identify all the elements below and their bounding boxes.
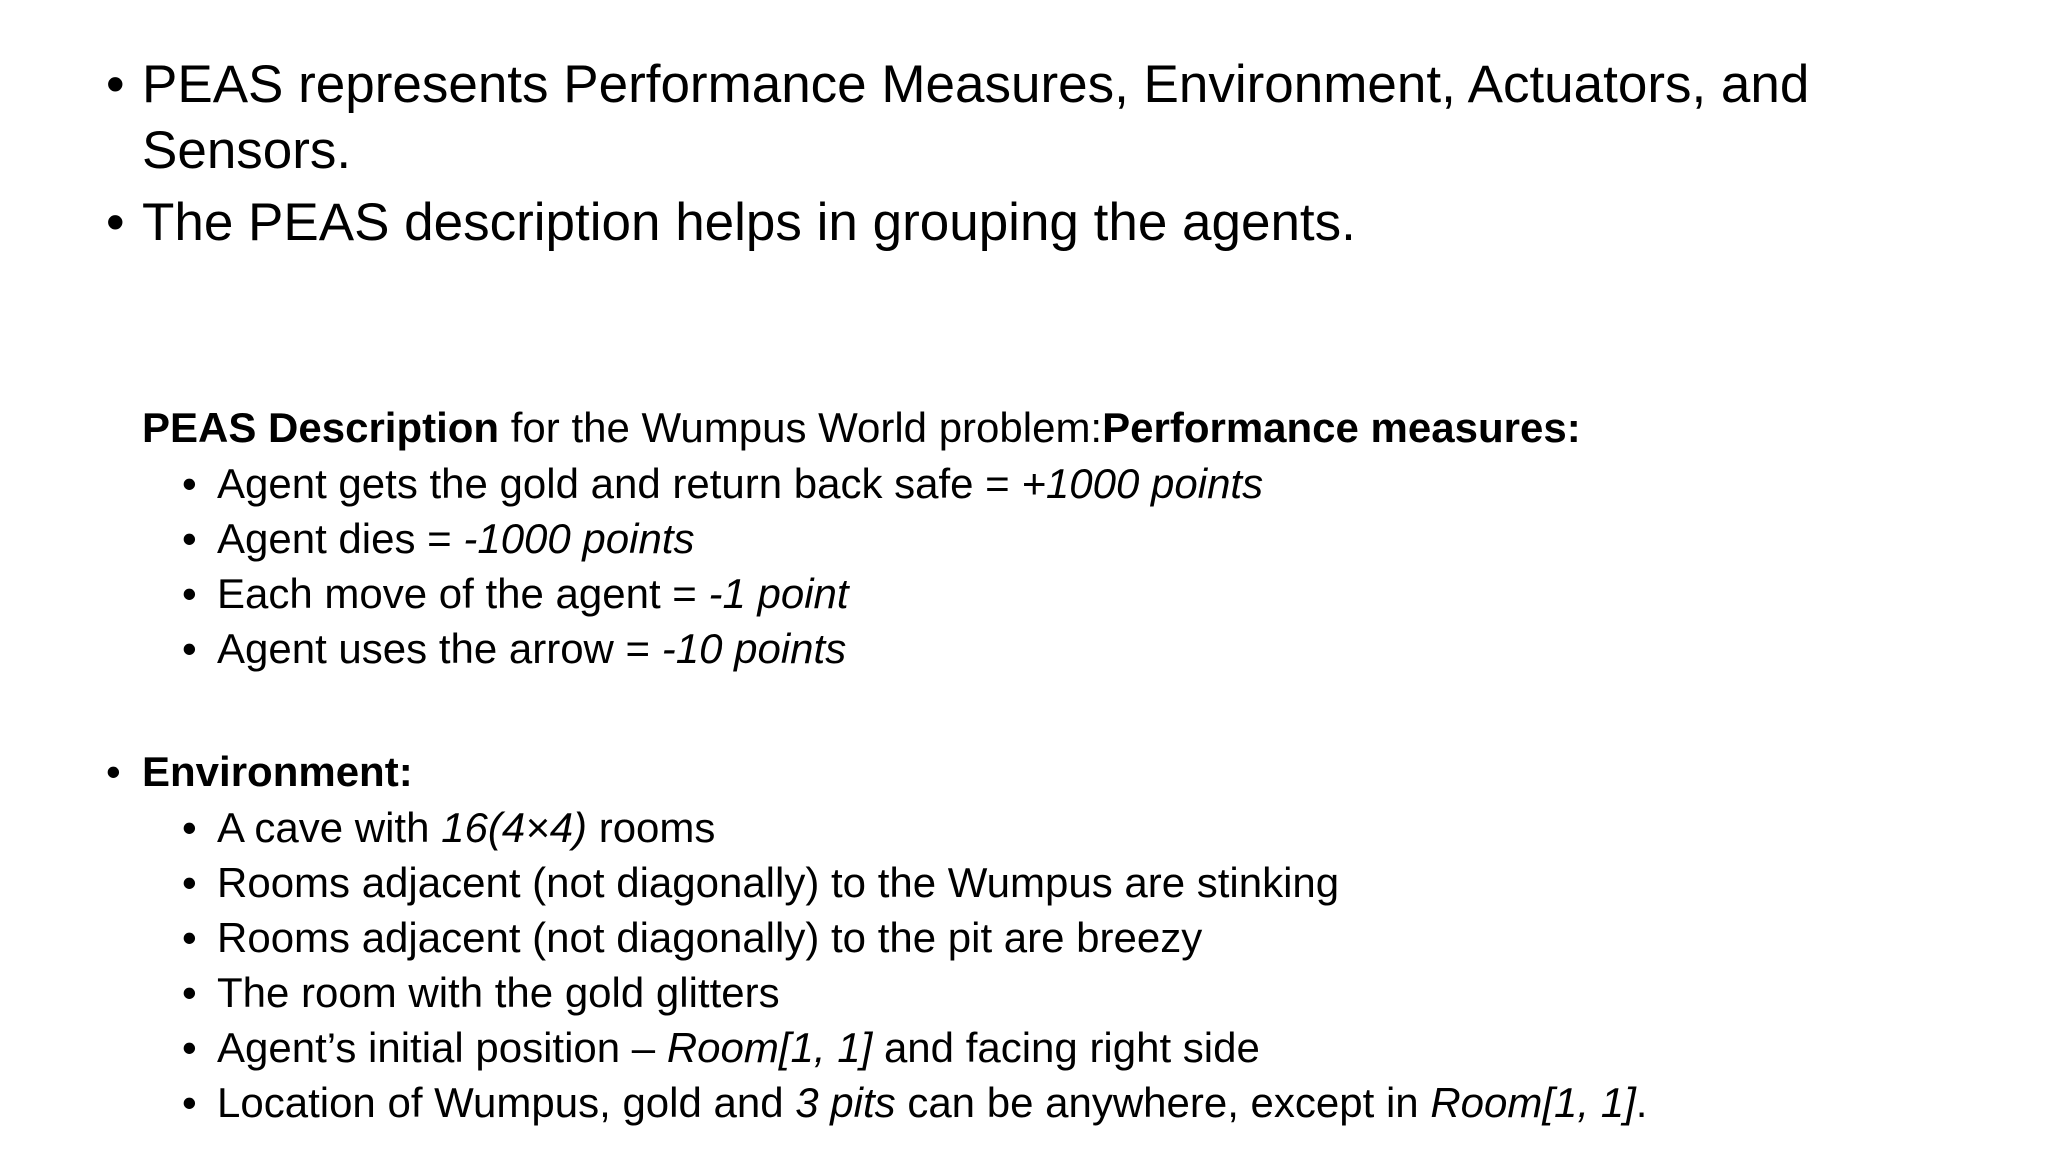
item-text-post: rooms bbox=[587, 804, 716, 851]
item-emphasis: 3 pits bbox=[795, 1079, 896, 1126]
bullet-icon: • bbox=[182, 570, 197, 617]
list-item bbox=[142, 456, 1942, 511]
item-text: Rooms adjacent (not diagonally) to the pit are breezy bbox=[217, 914, 1203, 961]
item-points: +1000 points bbox=[1021, 460, 1264, 507]
item-text: Location of Wumpus, gold and bbox=[217, 1079, 796, 1126]
item-text: The room with the gold glitters bbox=[217, 969, 780, 1016]
list-item bbox=[142, 511, 1942, 566]
item-text-post: and facing right side bbox=[872, 1024, 1260, 1071]
peas-heading-text: for the Wumpus World problem: bbox=[499, 404, 1103, 451]
list-item bbox=[142, 910, 1906, 965]
item-emphasis: Room[1, 1] bbox=[666, 1024, 873, 1071]
environment-list bbox=[142, 800, 1906, 1130]
top-bullet-peas-description bbox=[106, 190, 1906, 256]
performance-measures-list bbox=[142, 456, 1942, 676]
item-points: -1 point bbox=[708, 570, 849, 617]
item-emphasis-2: Room[1, 1] bbox=[1430, 1079, 1636, 1126]
bullet-text: The PEAS description helps in grouping the agents. bbox=[142, 193, 1356, 252]
list-item bbox=[142, 1020, 1906, 1075]
environment-heading bbox=[106, 744, 1906, 800]
peas-heading-bold: PEAS Description bbox=[142, 404, 500, 451]
bullet-icon: • bbox=[182, 1079, 197, 1126]
top-bullet-peas-represents bbox=[106, 52, 1906, 184]
bullet-icon: • bbox=[182, 1024, 197, 1071]
bullet-icon: • bbox=[182, 859, 197, 906]
item-text: A cave with bbox=[217, 804, 442, 851]
item-text: Agent gets the gold and return back safe = bbox=[217, 460, 1022, 507]
bullet-icon: • bbox=[182, 914, 197, 961]
bullet-icon: • bbox=[182, 969, 197, 1016]
top-bullet-list bbox=[106, 52, 1906, 262]
bullet-icon: • bbox=[106, 55, 125, 114]
performance-measures-heading: Performance measures: bbox=[1102, 404, 1581, 451]
bullet-text: PEAS represents Performance Measures, Environment, Actuators, and Sensors. bbox=[142, 55, 1810, 180]
item-text: Agent uses the arrow = bbox=[217, 625, 662, 672]
list-item bbox=[142, 855, 1906, 910]
peas-section bbox=[142, 400, 1942, 676]
item-text: Agent’s initial position – bbox=[217, 1024, 667, 1071]
bullet-icon: • bbox=[106, 748, 121, 795]
environment-heading-text: Environment: bbox=[142, 748, 413, 795]
list-item bbox=[142, 621, 1942, 676]
item-text: Agent dies = bbox=[217, 515, 464, 562]
item-points: -10 points bbox=[661, 625, 847, 672]
list-item bbox=[142, 566, 1942, 621]
environment-section bbox=[106, 744, 1906, 1130]
item-text: Each move of the agent = bbox=[217, 570, 709, 617]
item-text-end: . bbox=[1635, 1079, 1648, 1126]
item-text: Rooms adjacent (not diagonally) to the Wumpus are stinking bbox=[217, 859, 1340, 906]
list-item bbox=[142, 965, 1906, 1020]
bullet-icon: • bbox=[182, 515, 197, 562]
bullet-icon: • bbox=[106, 193, 125, 252]
item-emphasis: 16(4×4) bbox=[441, 804, 588, 851]
bullet-icon: • bbox=[182, 625, 197, 672]
bullet-icon: • bbox=[182, 804, 197, 851]
bullet-icon: • bbox=[182, 460, 197, 507]
item-text-post: can be anywhere, except in bbox=[895, 1079, 1431, 1126]
list-item bbox=[142, 800, 1906, 855]
list-item bbox=[142, 1075, 1906, 1130]
peas-heading bbox=[142, 400, 1942, 456]
item-points: -1000 points bbox=[463, 515, 695, 562]
